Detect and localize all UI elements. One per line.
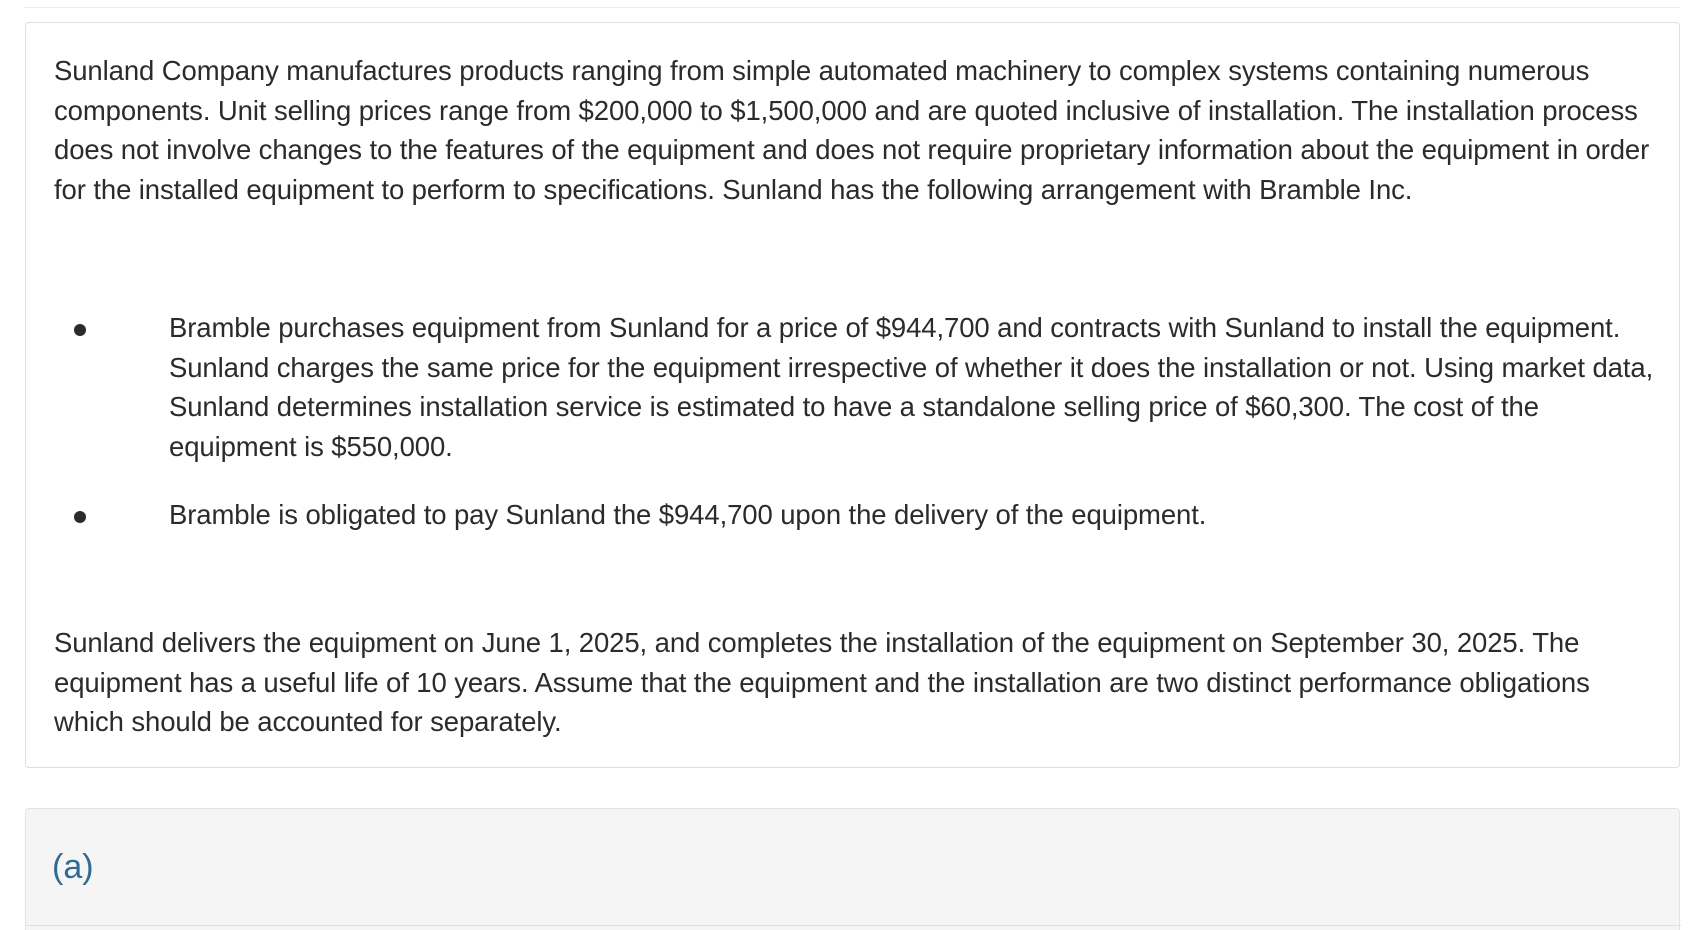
part-divider (26, 925, 1681, 926)
bullet-icon (74, 511, 86, 523)
bullet-text: Bramble purchases equipment from Sunland for a price of $944,700 and contracts with Sunland to install the equipment. Sunland charges the same price for the equipment irrespective of whether it does the installation or not. Using market data, Sunland determines installation service is estimated to have a standalone selling price of $60,300. The cost of the equipment is $550,000. (169, 312, 1654, 462)
part-label: (a) (52, 848, 94, 886)
top-divider (24, 0, 1680, 8)
bullet-text: Bramble is obligated to pay Sunland the $944,700 upon the delivery of the equipment. (169, 499, 1207, 530)
problem-statement-card (25, 22, 1680, 768)
delivery-paragraph: Sunland delivers the equipment on June 1, 2025, and completes the installation of the equipment on September 30, 2025. The equipment has a useful life of 10 years. Assume that the equipment and the installation are two distinct performance obligations which should be accounted for separately. (54, 627, 1590, 737)
arrangement-bullet-list (54, 308, 1664, 535)
bullet-icon (74, 324, 86, 336)
question-part-a-card (25, 808, 1680, 930)
arrangement-bullet-item (54, 495, 1664, 535)
problem-intro-paragraph: Sunland Company manufactures products ranging from simple automated machinery to complex systems containing numerous components. Unit selling prices range from $200,000 to $1,500,000 and are quoted inclusive of installation. The installation process does not involve changes to the features of the equipment and does not require proprietary information about the equipment in order for the installed equipment to perform to specifications. Sunland has the following arrangement with Bramble Inc. (54, 55, 1650, 205)
arrangement-bullet-item (54, 308, 1664, 466)
